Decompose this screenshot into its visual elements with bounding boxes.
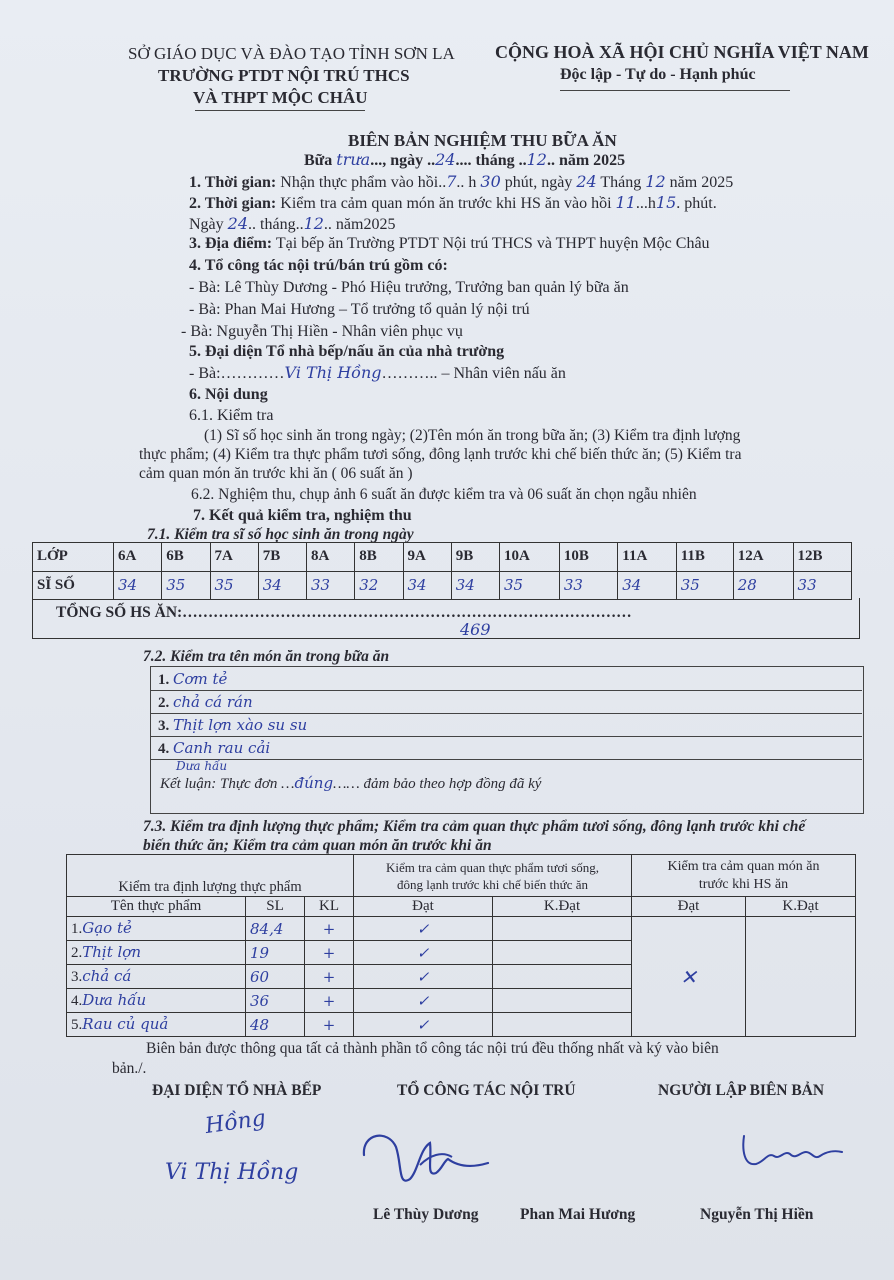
- school-name-line2: VÀ THPT MỘC CHÂU: [193, 88, 368, 107]
- count-cell: 33: [307, 571, 355, 600]
- h-pass2: Đạt: [632, 897, 746, 917]
- section-7-3-l1: 7.3. Kiểm tra định lượng thực phẩm; Kiểm tra cảm quan thực phẩm tươi sống, đông lạnh trước khi chế: [143, 818, 806, 835]
- class-cell: 6B: [162, 543, 210, 572]
- dish-row: 4. Canh rau cải: [158, 739, 271, 757]
- meal-name: trưa: [336, 150, 371, 169]
- section-6-1: 6.1. Kiểm tra: [189, 407, 274, 424]
- food-table: [66, 854, 856, 1037]
- dish-row: 3. Thịt lợn xào su su: [158, 716, 308, 734]
- count-cell: 34: [451, 571, 499, 600]
- count-cell: 35: [162, 571, 210, 600]
- dish-divider: [150, 736, 862, 737]
- conclusion: Kết luận: Thực đơn …đúng…… đảm bảo theo hợp đồng đã ký: [160, 774, 542, 792]
- class-cell: 10B: [559, 543, 617, 572]
- food-row: 2.Thịt lợn 19 + ✓: [67, 941, 856, 965]
- count-cell: 33: [559, 571, 617, 600]
- class-cell: 7B: [258, 543, 306, 572]
- count-cell: 35: [210, 571, 258, 600]
- ministry-name: SỞ GIÁO DỤC VÀ ĐÀO TẠO TỈNH SƠN LA: [128, 44, 455, 63]
- dish-row: 2. chả cá rán: [158, 693, 253, 711]
- col-sense-header: Kiểm tra cảm quan món ăn trước khi HS ăn: [632, 855, 856, 897]
- kitchen-signature-name: Vi Thị Hồng: [165, 1160, 299, 1185]
- school-name-line1: TRƯỜNG PTDT NỘI TRÚ THCS: [158, 66, 410, 85]
- class-cell: 9B: [451, 543, 499, 572]
- member-1: - Bà: Lê Thùy Dương - Phó Hiệu trưởng, Trưởng ban quản lý bữa ăn: [189, 279, 629, 296]
- count-cell: 32: [355, 571, 403, 600]
- nation-title: CỘNG HOÀ XÃ HỘI CHỦ NGHĨA VIỆT NAM: [495, 42, 869, 62]
- class-cell: 10A: [500, 543, 560, 572]
- class-cell: 8A: [307, 543, 355, 572]
- member-3: - Bà: Nguyễn Thị Hiền - Nhân viên phục vụ: [181, 323, 463, 340]
- board-signature-icon: [358, 1125, 493, 1195]
- count-label: SĨ SỐ: [33, 571, 114, 600]
- dish-divider: [150, 713, 862, 714]
- author-signature-icon: [738, 1130, 848, 1175]
- food-row: 1.Gạo tẻ 84,4 + ✓ ✕: [67, 917, 856, 941]
- class-cell: 9A: [403, 543, 451, 572]
- h-kl: KL: [305, 897, 354, 917]
- class-cell: 12A: [733, 543, 793, 572]
- class-label: LỚP: [33, 543, 114, 572]
- dish-row: 1. Cơm tẻ: [158, 670, 228, 688]
- header-right-underline: [560, 90, 790, 91]
- count-cell: 34: [114, 571, 162, 600]
- dish-divider: [150, 690, 862, 691]
- class-cell: 11B: [676, 543, 733, 572]
- total-label: TỔNG SỐ HS ĂN:……………………………………………………………………………: [56, 604, 632, 621]
- closing-l1: Biên bản được thông qua tất cả thành phần tổ công tác nội trú đều thống nhất và ký vào biên: [146, 1040, 719, 1057]
- author-name: Nguyễn Thị Hiền: [700, 1206, 814, 1223]
- section-7-2: 7.2. Kiểm tra tên món ăn trong bữa ăn: [143, 648, 390, 665]
- section-2: 2. Thời gian: Kiểm tra cảm quan món ăn trước khi HS ăn vào hồi 11...h15. phút.: [189, 193, 717, 212]
- member-2: - Bà: Phan Mai Hương – Tổ trưởng tổ quản lý nội trú: [189, 301, 530, 318]
- board-name-1: Lê Thùy Dương: [373, 1206, 479, 1223]
- class-cell: 12B: [793, 543, 851, 572]
- section-7-label: 7. Kết quả kiểm tra, nghiệm thu: [193, 507, 412, 524]
- section-6-para-l3: cảm quan món ăn trước khi ăn ( 06 suất ăn ): [139, 465, 413, 482]
- section-7-3-l2: biến thức ăn; Kiểm tra cảm quan món ăn trước khi ăn: [143, 837, 492, 854]
- nation-motto: Độc lập - Tự do - Hạnh phúc: [560, 66, 756, 83]
- dish-extra: Dưa hấu: [176, 759, 228, 773]
- kitchen-rep: - Bà:…………Vi Thị Hồng……….. – Nhân viên nấu ăn: [189, 363, 566, 382]
- section-7-1: 7.1. Kiểm tra sĩ số học sinh ăn trong ngày: [147, 526, 414, 543]
- class-count-table: [32, 542, 852, 600]
- header-left-underline: [195, 110, 365, 111]
- col-fresh-header: Kiểm tra cảm quan thực phẩm tươi sống, đông lạnh trước khi chế biến thức ăn: [354, 855, 632, 897]
- section-1: 1. Thời gian: Nhận thực phẩm vào hồi..7.. h 30 phút, ngày 24 Tháng 12 năm 2025: [189, 172, 734, 191]
- section-6-para-l1: (1) Sĩ số học sinh ăn trong ngày; (2)Tên món ăn trong bữa ăn; (3) Kiểm tra định lượng: [204, 427, 741, 444]
- class-cell: 8B: [355, 543, 403, 572]
- kitchen-signature: Hồng: [203, 1105, 268, 1140]
- section-2-date: Ngày 24.. tháng..12.. năm2025: [189, 214, 396, 233]
- food-row: 3.chả cá 60 + ✓: [67, 965, 856, 989]
- count-cell: 34: [618, 571, 676, 600]
- meal-line: Bữa trưa..., ngày ..24.... tháng ..12.. năm 2025: [304, 150, 626, 169]
- total-value: 469: [460, 620, 491, 639]
- section-6-label: 6. Nội dung: [189, 386, 268, 403]
- class-cell: 11A: [618, 543, 676, 572]
- count-cell: 35: [676, 571, 733, 600]
- h-sl: SL: [246, 897, 305, 917]
- kitchen-rep-name: Vi Thị Hồng: [284, 363, 382, 382]
- kitchen-sign-label: ĐẠI DIỆN TỔ NHÀ BẾP: [152, 1082, 322, 1099]
- class-cell: 6A: [114, 543, 162, 572]
- count-cell: 34: [258, 571, 306, 600]
- section-6-para-l2: thực phẩm; (4) Kiểm tra thực phẩm tươi sống, đông lạnh trước khi chế biến thức ăn; (5) Kiểm tra: [139, 446, 742, 463]
- section-5-label: 5. Đại diện Tổ nhà bếp/nấu ăn của nhà trường: [189, 343, 505, 360]
- count-cell: 35: [500, 571, 560, 600]
- h-fail2: K.Đạt: [746, 897, 856, 917]
- h-fail: K.Đạt: [493, 897, 632, 917]
- h-name: Tên thực phẩm: [67, 897, 246, 917]
- col-quantity-header: Kiểm tra định lượng thực phẩm: [67, 855, 354, 897]
- closing-l2: bản./.: [112, 1060, 147, 1077]
- food-row: 5.Rau củ quả 48 + ✓: [67, 1013, 856, 1037]
- board-name-2: Phan Mai Hương: [520, 1206, 636, 1223]
- count-cell: 34: [403, 571, 451, 600]
- h-pass: Đạt: [354, 897, 493, 917]
- food-row: 4.Dưa hấu 36 + ✓: [67, 989, 856, 1013]
- section-3: 3. Địa điểm: Tại bếp ăn Trường PTDT Nội trú THCS và THPT huyện Mộc Châu: [189, 235, 710, 252]
- section-4-label: 4. Tổ công tác nội trú/bán trú gồm có:: [189, 257, 448, 274]
- author-sign-label: NGƯỜI LẬP BIÊN BẢN: [658, 1082, 825, 1099]
- sense-pass-mark: ✕: [632, 917, 746, 1037]
- section-6-2: 6.2. Nghiệm thu, chụp ảnh 6 suất ăn được kiểm tra và 06 suất ăn chọn ngẫu nhiên: [191, 486, 697, 503]
- board-sign-label: TỔ CÔNG TÁC NỘI TRÚ: [397, 1082, 576, 1099]
- count-cell: 28: [733, 571, 793, 600]
- document-title: BIÊN BẢN NGHIỆM THU BỮA ĂN: [348, 131, 617, 150]
- class-cell: 7A: [210, 543, 258, 572]
- count-cell: 33: [793, 571, 851, 600]
- dish-divider: [150, 759, 862, 760]
